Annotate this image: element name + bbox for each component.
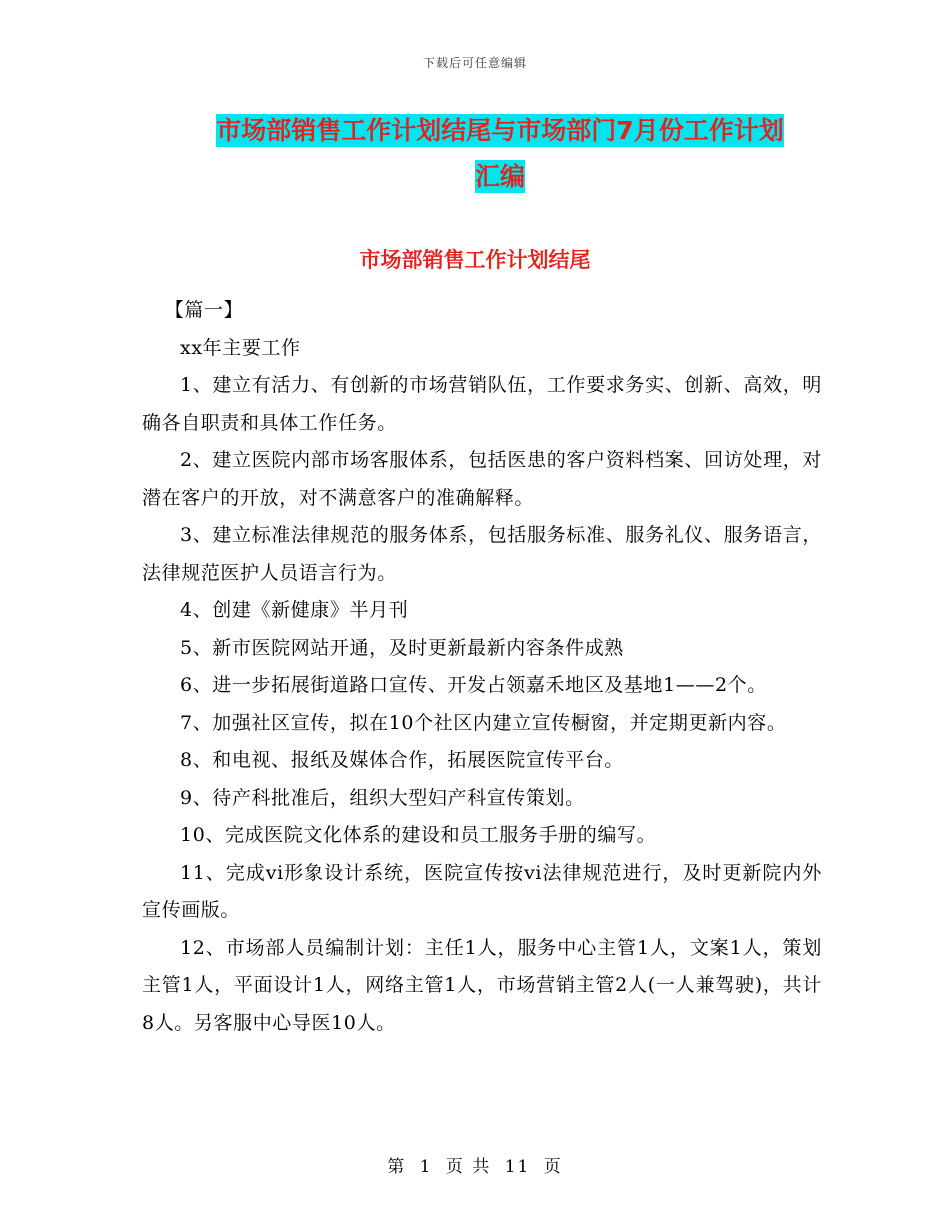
document-title: [130, 108, 870, 200]
list-item: 11、完成vi形象设计系统，医院宣传按vi法律规范进行，及时更新院内外宣传画版。: [142, 861, 822, 921]
document-body: [142, 292, 822, 1042]
section-label: 【篇一】: [164, 299, 244, 321]
page-current: 1: [419, 1157, 433, 1177]
list-item: 5、新市医院网站开通，及时更新最新内容条件成熟: [180, 636, 624, 659]
header-note: 下载后可任意编辑: [422, 56, 527, 70]
subheading: xx年主要工作: [180, 336, 301, 359]
document-title-line2: 汇编: [474, 162, 525, 191]
section-title: 市场部销售工作计划结尾: [359, 248, 591, 272]
list-item: 6、进一步拓展街道路口宣传、开发占领嘉禾地区及基地1——2个。: [180, 674, 767, 696]
list-item: 1、建立有活力、有创新的市场营销队伍，工作要求务实、创新、高效，明确各自职责和具体工作任务。: [142, 374, 822, 434]
footer-label-pre: 第: [387, 1157, 407, 1177]
list-item: 10、完成医院文化体系的建设和员工服务手册的编写。: [180, 824, 657, 846]
list-item: 3、建立标准法律规范的服务体系，包括服务标准、服务礼仪、服务语言，法律规范医护人员语言行为。: [142, 524, 822, 584]
document-title-line1: 市场部销售工作计划结尾与市场部门7月份工作计划: [216, 116, 784, 145]
footer-label-post: 页: [543, 1157, 563, 1177]
list-item: 2、建立医院内部市场客服体系，包括医患的客户资料档案、回访处理，对潜在客户的开放，对不满意客户的准确解释。: [142, 449, 822, 509]
page-footer: [0, 1152, 950, 1177]
page-total: 11: [504, 1157, 531, 1177]
list-item: 4、创建《新健康》半月刊: [180, 599, 409, 621]
list-item: 8、和电视、报纸及媒体合作，拓展医院宣传平台。: [180, 749, 624, 771]
list-item: 9、待产科批准后，组织大型妇产科宣传策划。: [180, 786, 585, 809]
footer-label-mid: 页 共: [445, 1157, 492, 1177]
list-item: 12、市场部人员编制计划：主任1人，服务中心主管1人，文案1人，策划主管1人，平面设计1人，网络主管1人，市场营销主管2人(一人兼驾驶)，共计8人。另客服中心导医10人。: [142, 936, 822, 1034]
list-item: 7、加强社区宣传，拟在10个社区内建立宣传橱窗，并定期更新内容。: [180, 711, 787, 734]
